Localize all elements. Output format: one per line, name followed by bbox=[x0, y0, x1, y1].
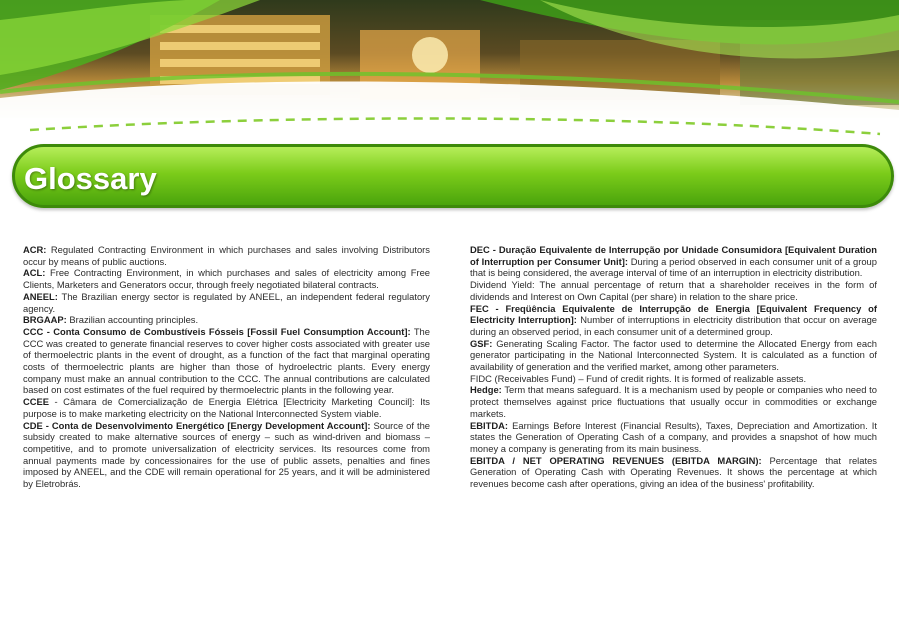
dashed-divider bbox=[0, 108, 899, 148]
glossary-term: CDE - Conta de Desenvolvimento Energético [Energy Development Account]: bbox=[23, 419, 371, 431]
glossary-definition: Regulated Contracting Environment in which purchases and sales involving Distributors occur by means of public auctions. bbox=[23, 244, 430, 267]
glossary-definition: The CCC was created to generate financial reserves to cover higher costs associated with greater use of thermoelectric plants in the event of drought, as a function of the fact that marginal operating costs of thermoelectric plants are higher than those of hydroelectric plants. Every energy company must make an annual contribution to the CCC. The annual contributions are calculated based on cost estimates of the fuel required by thermoelectric plants in the following year. bbox=[23, 325, 430, 396]
glossary-entry bbox=[23, 267, 430, 290]
glossary-term: ACR: bbox=[23, 244, 47, 255]
glossary-definition: FIDC (Receivables Fund) – Fund of credit rights. It is formed of realizable assets. bbox=[470, 372, 807, 384]
page-title: Glossary bbox=[24, 161, 157, 196]
glossary-definition: During a period observed in each consumer unit of a group that is being considered, the average interval of time of an interruption in electricity distribution. bbox=[470, 255, 877, 279]
glossary-entry bbox=[470, 373, 877, 385]
glossary-right-column bbox=[470, 244, 877, 490]
glossary-term: DEC - Duração Equivalente de Interrupção por Unidade Consumidora [Equivalent Duration of Interruption per Consumer Unit]: bbox=[470, 244, 877, 267]
glossary-term: ANEEL: bbox=[23, 290, 58, 302]
glossary-term: EBITDA: bbox=[470, 419, 509, 431]
glossary-definition: Term that means safeguard. It is a mechanism used by people or companies who need to protect themselves against price fluctuations that usually occur in commodities or exchange markets. bbox=[470, 384, 877, 419]
glossary-definition: Percentage that relates Generation of Operating Cash with Operating Revenues. It shows the percentage at which revenues become cash after operations, giving an idea of the business' profitability. bbox=[470, 454, 877, 490]
glossary-definition: Free Contracting Environment, in which purchases and sales of electricity among Free Clients, Marketers and Generators occur, through freely negotiated bilateral contracts. bbox=[23, 267, 430, 291]
glossary-left-column bbox=[23, 244, 430, 490]
glossary-term: ACL: bbox=[23, 267, 46, 279]
glossary-entry bbox=[23, 396, 430, 419]
glossary-definition: The Brazilian energy sector is regulated by ANEEL, an independent federal regulatory agency. bbox=[23, 290, 430, 314]
glossary-entry bbox=[470, 244, 877, 279]
glossary-entry bbox=[470, 420, 877, 455]
glossary-entry bbox=[470, 338, 877, 373]
glossary-definition: - Câmara de Comercialização de Energia Elétrica [Electricity Marketing Council]: Its purpose is to make marketing electricity on the National Interconnected System viable. bbox=[23, 396, 430, 419]
glossary-definition: Number of interruptions in electricity distribution that occur on average during an observed period, in each consumer unit of a determined group. bbox=[470, 314, 877, 337]
glossary-entry bbox=[23, 326, 430, 396]
glossary-entry bbox=[23, 244, 430, 267]
banner-graphic bbox=[0, 0, 899, 118]
glossary-entry bbox=[470, 455, 877, 490]
glossary-entry bbox=[470, 279, 877, 302]
glossary-term: FEC - Freqüência Equivalente de Interrupção de Energia [Equivalent Frequency of Electricity Interruption]: bbox=[470, 302, 877, 326]
glossary-entry bbox=[23, 420, 430, 490]
glossary-entry bbox=[470, 303, 877, 338]
glossary-definition: Source of the subsidy created to make alternative sources of energy – such as wind-driven and biomass – competitive, and to promote universalization of electricity services. Its resources come from annual payments made by concessionaires for the use of public assets, penalties and fines imposed by ANEEL, and the CDE will remain operational for 25 years, and it will be administered by Eletrobrás. bbox=[23, 419, 430, 490]
glossary-entry bbox=[23, 314, 430, 326]
glossary-entry bbox=[23, 291, 430, 314]
glossary-term: CCC - Conta Consumo de Combustíveis Fósseis [Fossil Fuel Consumption Account]: bbox=[23, 325, 411, 337]
glossary-entry bbox=[470, 384, 877, 419]
glossary-term: BRGAAP: bbox=[23, 314, 67, 326]
header-banner-image bbox=[0, 0, 899, 118]
glossary-definition: Earnings Before Interest (Financial Results), Taxes, Depreciation and Amortization. It states the Generation of Operating Cash of a company, and provides a snapshot of how much money a company is generating from its main business. bbox=[470, 419, 877, 454]
glossary-term: EBITDA / NET OPERATING REVENUES (EBITDA MARGIN): bbox=[470, 454, 762, 466]
glossary-term: Hedge: bbox=[470, 384, 502, 396]
glossary-definition: Brazilian accounting principles. bbox=[66, 314, 199, 326]
glossary-definition: Generating Scaling Factor. The factor used to determine the Allocated Energy from each generator participating in the National Interconnected System. It is calculated as a function of availability of generation and the verified market, among other parameters. bbox=[470, 337, 877, 373]
glossary-term: GSF: bbox=[470, 337, 493, 349]
glossary-definition: Dividend Yield: The annual percentage of return that a shareholder receives in the form of dividends and Interest on Own Capital (per share) in relation to the share price. bbox=[470, 279, 877, 302]
glossary-term: CCEE bbox=[23, 396, 50, 408]
